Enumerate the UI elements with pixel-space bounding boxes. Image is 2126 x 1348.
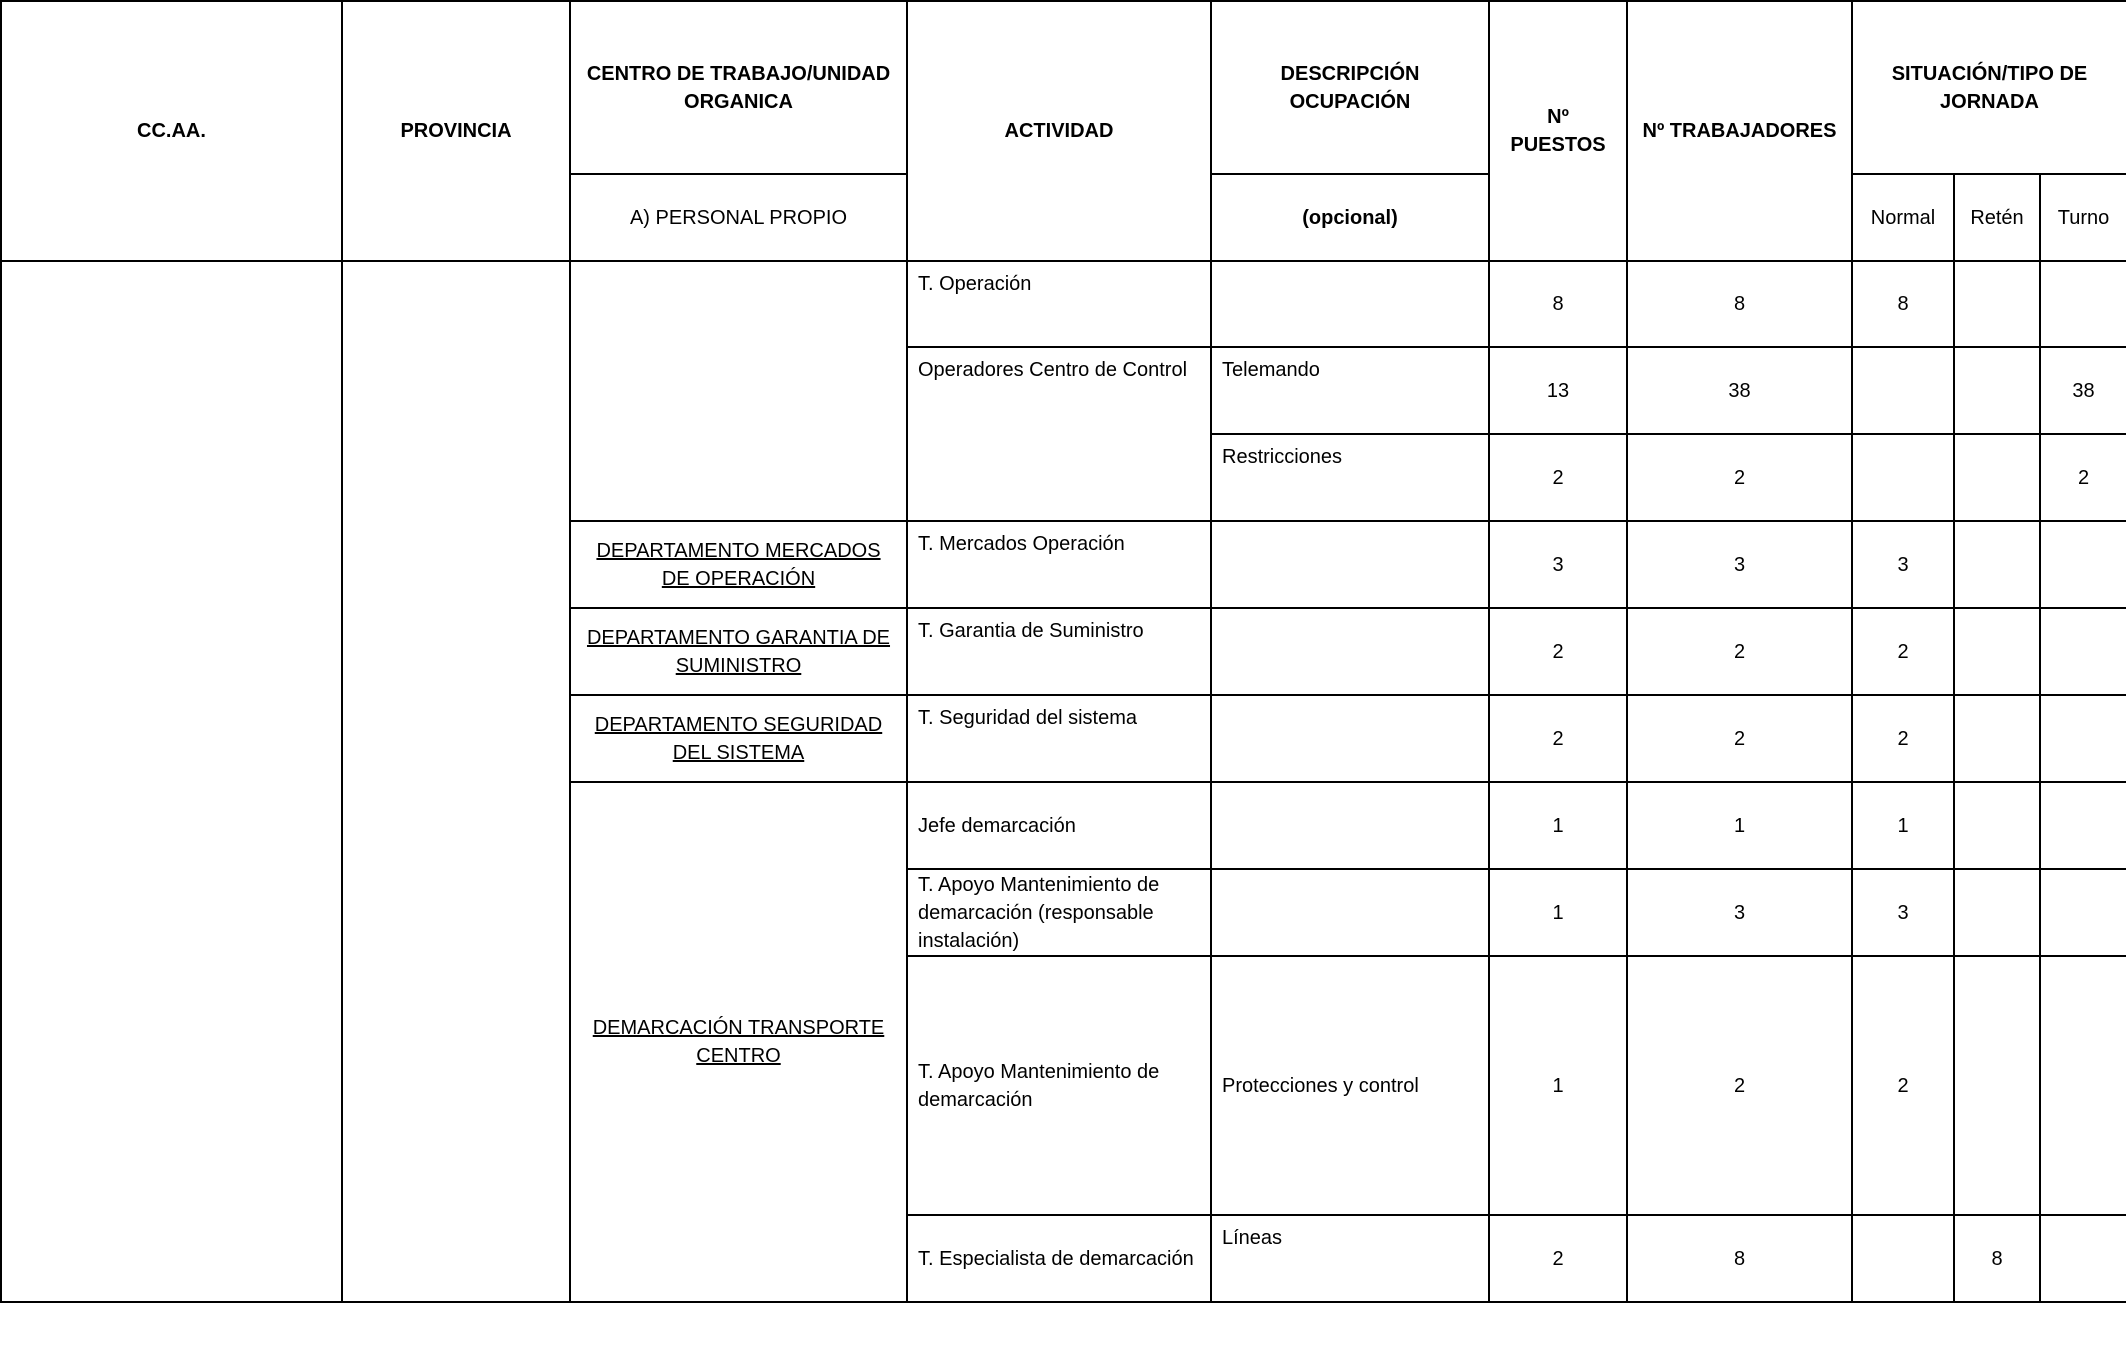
header-opcional: (opcional) — [1211, 174, 1489, 261]
descripcion-cell — [1211, 261, 1489, 347]
header-turno: Turno — [2040, 174, 2126, 261]
descripcion-cell: Líneas — [1211, 1215, 1489, 1302]
puestos-cell: 1 — [1489, 869, 1627, 956]
descripcion-cell: Telemando — [1211, 347, 1489, 434]
puestos-cell: 2 — [1489, 1215, 1627, 1302]
normal-cell: 8 — [1852, 261, 1954, 347]
reten-cell — [1954, 782, 2040, 869]
reten-cell — [1954, 347, 2040, 434]
reten-cell — [1954, 695, 2040, 782]
turno-cell — [2040, 261, 2126, 347]
puestos-cell: 8 — [1489, 261, 1627, 347]
trabajadores-cell: 8 — [1627, 1215, 1852, 1302]
trabajadores-cell: 2 — [1627, 434, 1852, 521]
unit-cell-empty — [570, 261, 907, 521]
descripcion-cell: Restricciones — [1211, 434, 1489, 521]
turno-cell — [2040, 869, 2126, 956]
actividad-cell: T. Apoyo Mantenimiento de demarcación (responsable instalación) — [907, 869, 1211, 956]
normal-cell: 3 — [1852, 521, 1954, 608]
reten-cell — [1954, 869, 2040, 956]
turno-cell — [2040, 521, 2126, 608]
header-centro: CENTRO DE TRABAJO/UNIDAD ORGANICA — [570, 1, 907, 174]
actividad-cell: T. Especialista de demarcación — [907, 1215, 1211, 1302]
reten-cell: 8 — [1954, 1215, 2040, 1302]
turno-cell — [2040, 956, 2126, 1215]
unit-garantia: DEPARTAMENTO GARANTIA DE SUMINISTRO — [570, 608, 907, 695]
header-trabajadores: Nº TRABAJADORES — [1627, 1, 1852, 261]
reten-cell — [1954, 521, 2040, 608]
header-descripcion: DESCRIPCIÓN OCUPACIÓN — [1211, 1, 1489, 174]
turno-cell — [2040, 608, 2126, 695]
turno-cell — [2040, 1215, 2126, 1302]
turno-cell — [2040, 695, 2126, 782]
trabajadores-cell: 3 — [1627, 869, 1852, 956]
unit-mercados: DEPARTAMENTO MERCADOS DE OPERACIÓN — [570, 521, 907, 608]
header-personal-propio: A) PERSONAL PROPIO — [570, 174, 907, 261]
actividad-cell: Jefe demarcación — [907, 782, 1211, 869]
reten-cell — [1954, 608, 2040, 695]
normal-cell — [1852, 347, 1954, 434]
actividad-cell: T. Mercados Operación — [907, 521, 1211, 608]
actividad-cell: Operadores Centro de Control — [907, 347, 1211, 521]
table-row — [1, 261, 2126, 347]
descripcion-cell — [1211, 695, 1489, 782]
unit-seguridad: DEPARTAMENTO SEGURIDAD DEL SISTEMA — [570, 695, 907, 782]
trabajadores-cell: 2 — [1627, 608, 1852, 695]
header-actividad: ACTIVIDAD — [907, 1, 1211, 261]
descripcion-cell — [1211, 869, 1489, 956]
header-provincia: PROVINCIA — [342, 1, 570, 261]
descripcion-cell — [1211, 608, 1489, 695]
normal-cell: 1 — [1852, 782, 1954, 869]
trabajadores-cell: 38 — [1627, 347, 1852, 434]
reten-cell — [1954, 956, 2040, 1215]
unit-demarcacion: DEMARCACIÓN TRANSPORTE CENTRO — [570, 782, 907, 1302]
turno-cell — [2040, 782, 2126, 869]
puestos-cell: 13 — [1489, 347, 1627, 434]
turno-cell: 38 — [2040, 347, 2126, 434]
normal-cell — [1852, 434, 1954, 521]
provincia-cell — [342, 261, 570, 1302]
normal-cell: 2 — [1852, 608, 1954, 695]
header-normal: Normal — [1852, 174, 1954, 261]
trabajadores-cell: 1 — [1627, 782, 1852, 869]
trabajadores-cell: 2 — [1627, 695, 1852, 782]
header-ccaa: CC.AA. — [1, 1, 342, 261]
reten-cell — [1954, 434, 2040, 521]
puestos-cell: 2 — [1489, 695, 1627, 782]
actividad-cell: T. Seguridad del sistema — [907, 695, 1211, 782]
descripcion-cell — [1211, 521, 1489, 608]
trabajadores-cell: 3 — [1627, 521, 1852, 608]
actividad-cell: T. Apoyo Mantenimiento de demarcación — [907, 956, 1211, 1215]
descripcion-cell: Protecciones y control — [1211, 956, 1489, 1215]
puestos-cell: 3 — [1489, 521, 1627, 608]
normal-cell: 3 — [1852, 869, 1954, 956]
descripcion-cell — [1211, 782, 1489, 869]
turno-cell: 2 — [2040, 434, 2126, 521]
header-reten: Retén — [1954, 174, 2040, 261]
ccaa-cell — [1, 261, 342, 1302]
header-situacion: SITUACIÓN/TIPO DE JORNADA — [1852, 1, 2126, 174]
normal-cell — [1852, 1215, 1954, 1302]
puestos-cell: 2 — [1489, 608, 1627, 695]
reten-cell — [1954, 261, 2040, 347]
header-puestos: Nº PUESTOS — [1489, 1, 1627, 261]
puestos-cell: 1 — [1489, 782, 1627, 869]
puestos-cell: 2 — [1489, 434, 1627, 521]
actividad-cell: T. Operación — [907, 261, 1211, 347]
actividad-cell: T. Garantia de Suministro — [907, 608, 1211, 695]
trabajadores-cell: 8 — [1627, 261, 1852, 347]
puestos-cell: 1 — [1489, 956, 1627, 1215]
trabajadores-cell: 2 — [1627, 956, 1852, 1215]
normal-cell: 2 — [1852, 956, 1954, 1215]
normal-cell: 2 — [1852, 695, 1954, 782]
